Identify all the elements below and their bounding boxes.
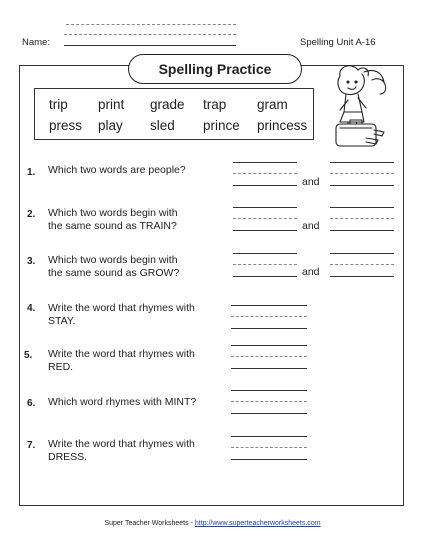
answer-line[interactable] <box>233 162 297 163</box>
question-text: Which two words begin with <box>48 207 178 219</box>
answer-line[interactable] <box>231 413 307 414</box>
answer-guide-line <box>233 173 297 174</box>
word-bank-item: sled <box>150 118 175 133</box>
answer-line[interactable] <box>233 230 297 231</box>
answer-guide-line <box>233 264 297 265</box>
answer-line[interactable] <box>231 305 307 306</box>
footer-text: Super Teacher Worksheets - <box>104 520 195 527</box>
question-text: Write the word that rhymes with <box>48 302 195 314</box>
question-number: 3. <box>27 256 36 267</box>
answer-line[interactable] <box>233 276 297 277</box>
page-title: Spelling Practice <box>128 54 302 84</box>
question-number: 1. <box>27 167 36 178</box>
answer-line[interactable] <box>231 459 307 460</box>
answer-guide-line <box>231 356 307 357</box>
word-bank <box>34 88 314 140</box>
answer-guide-line <box>231 316 307 317</box>
unit-label: Spelling Unit A-16 <box>300 37 376 48</box>
answer-guide-line <box>330 264 394 265</box>
and-label: and <box>302 266 320 278</box>
word-bank-item: trip <box>49 97 68 112</box>
answer-guide-line <box>231 447 307 448</box>
answer-line[interactable] <box>233 185 297 186</box>
answer-line[interactable] <box>231 328 307 329</box>
question-number: 7. <box>27 440 36 451</box>
word-bank-item: play <box>98 118 123 133</box>
question-number: 4. <box>27 303 36 314</box>
word-bank-item: princess <box>257 118 308 133</box>
question-number: 6. <box>27 398 36 409</box>
question-text: the same sound as GROW? <box>48 267 180 279</box>
question-text: Which two words are people? <box>48 164 186 176</box>
girl-suitcase-illustration <box>318 60 398 150</box>
answer-guide-line <box>330 173 394 174</box>
answer-line[interactable] <box>233 207 297 208</box>
answer-guide-line <box>231 401 307 402</box>
and-label: and <box>302 176 320 188</box>
answer-line[interactable] <box>330 207 394 208</box>
word-bank-item: press <box>49 118 83 133</box>
question-text: STAY. <box>48 315 76 327</box>
answer-line[interactable] <box>231 436 307 437</box>
question-number: 2. <box>27 209 36 220</box>
word-bank-item: gram <box>257 97 288 112</box>
word-bank-item: prince <box>203 118 240 133</box>
answer-line[interactable] <box>330 230 394 231</box>
answer-guide-line <box>233 218 297 219</box>
answer-line[interactable] <box>330 162 394 163</box>
footer-link[interactable]: http://www.superteacherworksheets.com <box>194 520 321 527</box>
word-bank-item: print <box>98 97 125 112</box>
question-text: RED. <box>48 361 74 373</box>
answer-line[interactable] <box>231 390 307 391</box>
name-field[interactable] <box>64 45 236 46</box>
question-text: Write the word that rhymes with <box>48 438 195 450</box>
word-bank-item: trap <box>203 97 227 112</box>
name-label: Name: <box>22 37 50 48</box>
answer-line[interactable] <box>233 253 297 254</box>
answer-line[interactable] <box>231 368 307 369</box>
question-text: DRESS. <box>48 451 88 463</box>
question-text: Which two words begin with <box>48 254 178 266</box>
name-guide-line <box>66 24 236 25</box>
answer-line[interactable] <box>231 345 307 346</box>
answer-line[interactable] <box>330 253 394 254</box>
answer-guide-line <box>330 218 394 219</box>
question-number: 5. <box>24 350 33 361</box>
answer-line[interactable] <box>330 276 394 277</box>
word-bank-item: grade <box>150 97 185 112</box>
and-label: and <box>302 220 320 232</box>
question-text: Which word rhymes with MINT? <box>48 396 197 408</box>
question-text: Write the word that rhymes with <box>48 348 195 360</box>
answer-line[interactable] <box>330 185 394 186</box>
footer <box>0 520 425 527</box>
question-text: the same sound as TRAIN? <box>48 220 177 232</box>
name-mid-line <box>64 34 236 35</box>
